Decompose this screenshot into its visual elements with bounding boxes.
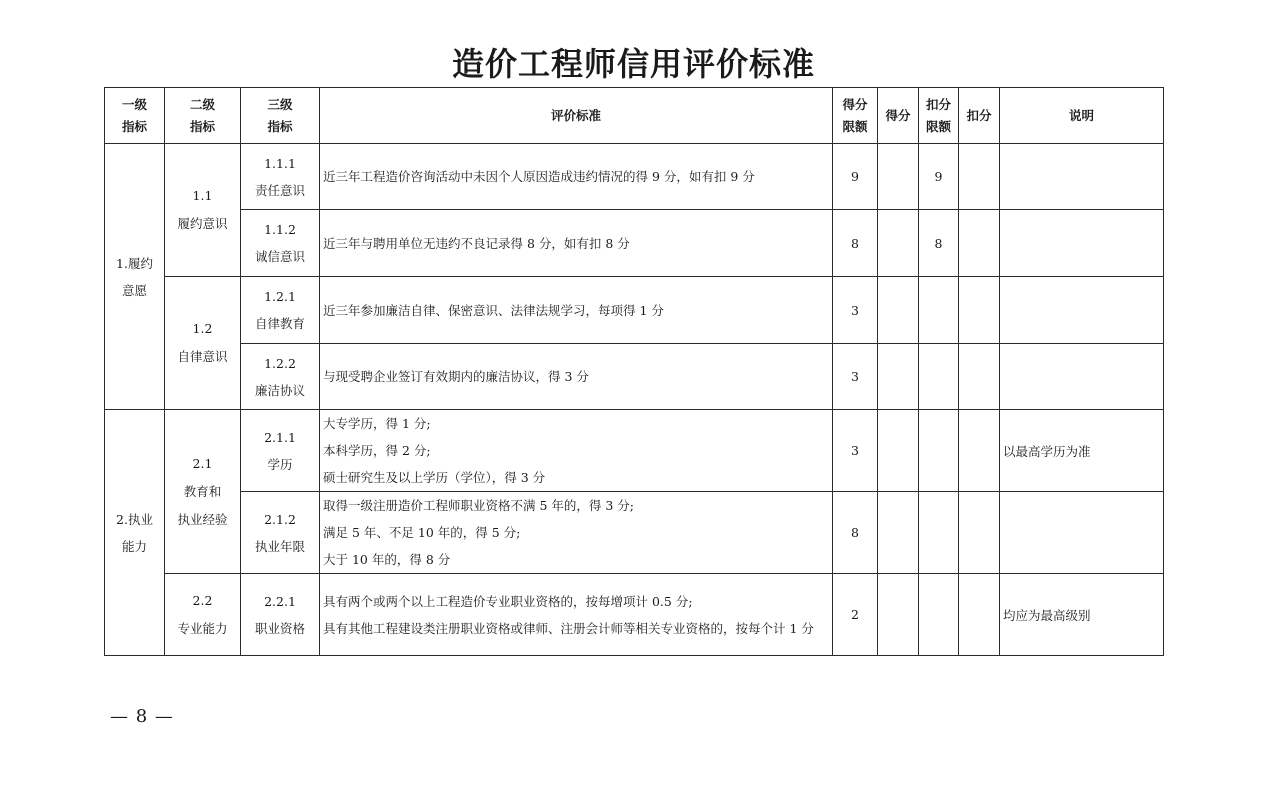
criteria-cell: 具有两个或两个以上工程造价专业职业资格的，按每增项计 0.5 分; 具有其他工程建设类注册职业资格或律师、注册会计师等相关专业资格的，按每个计 1 分: [320, 574, 833, 656]
score-limit-cell: 9: [833, 144, 878, 210]
header-deduction-limit: 扣分 限额: [919, 88, 959, 144]
header-score-limit: 得分 限额: [833, 88, 878, 144]
deduction-cell: [959, 574, 1000, 656]
deduction-limit-cell: [919, 410, 959, 492]
note-cell: [1000, 144, 1164, 210]
table-row: [105, 344, 1164, 410]
table-row: [105, 574, 1164, 656]
criteria-cell: 近三年与聘用单位无违约不良记录得 8 分，如有扣 8 分: [320, 210, 833, 277]
level3-cell: 2.1.2 执业年限: [241, 492, 320, 574]
score-limit-cell: 2: [833, 574, 878, 656]
deduction-limit-cell: 9: [919, 144, 959, 210]
score-limit-cell: 8: [833, 210, 878, 277]
note-cell: [1000, 210, 1164, 277]
score-limit-cell: 3: [833, 277, 878, 344]
level1-cell: 1.履约 意愿: [105, 144, 165, 410]
table-row: [105, 277, 1164, 344]
table-row: [105, 144, 1164, 210]
deduction-cell: [959, 277, 1000, 344]
score-cell: [878, 277, 919, 344]
level2-cell: 1.1 履约意识: [165, 144, 241, 277]
deduction-limit-cell: [919, 277, 959, 344]
level3-cell: 1.1.1 责任意识: [241, 144, 320, 210]
level1-cell: 2.执业 能力: [105, 410, 165, 656]
level2-cell: 2.1 教育和 执业经验: [165, 410, 241, 574]
table-header-row: [105, 88, 1164, 144]
table-row: [105, 210, 1164, 277]
note-cell: [1000, 492, 1164, 574]
score-cell: [878, 574, 919, 656]
level3-cell: 2.2.1 职业资格: [241, 574, 320, 656]
criteria-cell: 取得一级注册造价工程师职业资格不满 5 年的，得 3 分; 满足 5 年、不足 10 年的，得 5 分; 大于 10 年的，得 8 分: [320, 492, 833, 574]
deduction-limit-cell: [919, 492, 959, 574]
deduction-limit-cell: [919, 344, 959, 410]
criteria-cell: 与现受聘企业签订有效期内的廉洁协议，得 3 分: [320, 344, 833, 410]
score-cell: [878, 344, 919, 410]
table-row: [105, 410, 1164, 492]
deduction-cell: [959, 144, 1000, 210]
deduction-cell: [959, 210, 1000, 277]
score-cell: [878, 492, 919, 574]
deduction-cell: [959, 410, 1000, 492]
page-title: 造价工程师信用评价标准: [451, 45, 815, 83]
score-limit-cell: 3: [833, 344, 878, 410]
header-level1: 一级 指标: [105, 88, 165, 144]
criteria-cell: 大专学历，得 1 分; 本科学历，得 2 分; 硕士研究生及以上学历（学位），得 3 分: [320, 410, 833, 492]
deduction-cell: [959, 344, 1000, 410]
score-limit-cell: 3: [833, 410, 878, 492]
level2-cell: 1.2 自律意识: [165, 277, 241, 410]
note-cell: [1000, 277, 1164, 344]
deduction-cell: [959, 492, 1000, 574]
level3-cell: 1.2.2 廉洁协议: [241, 344, 320, 410]
header-criteria: 评价标准: [320, 88, 833, 144]
criteria-cell: 近三年参加廉洁自律、保密意识、法律法规学习，每项得 1 分: [320, 277, 833, 344]
page-number: — 8 —: [110, 706, 174, 727]
header-level3: 三级 指标: [241, 88, 320, 144]
score-limit-cell: 8: [833, 492, 878, 574]
table-row: [105, 492, 1164, 574]
credit-evaluation-table: [104, 87, 1164, 656]
level3-cell: 2.1.1 学历: [241, 410, 320, 492]
header-deduction: 扣分: [959, 88, 1000, 144]
score-cell: [878, 144, 919, 210]
level3-cell: 1.1.2 诚信意识: [241, 210, 320, 277]
header-notes: 说明: [1000, 88, 1164, 144]
deduction-limit-cell: [919, 574, 959, 656]
header-score: 得分: [878, 88, 919, 144]
note-cell: 均应为最高级别: [1000, 574, 1164, 656]
deduction-limit-cell: 8: [919, 210, 959, 277]
criteria-cell: 近三年工程造价咨询活动中未因个人原因造成违约情况的得 9 分，如有扣 9 分: [320, 144, 833, 210]
level2-cell: 2.2 专业能力: [165, 574, 241, 656]
note-cell: [1000, 344, 1164, 410]
score-cell: [878, 210, 919, 277]
score-cell: [878, 410, 919, 492]
level3-cell: 1.2.1 自律教育: [241, 277, 320, 344]
header-level2: 二级 指标: [165, 88, 241, 144]
note-cell: 以最高学历为准: [1000, 410, 1164, 492]
